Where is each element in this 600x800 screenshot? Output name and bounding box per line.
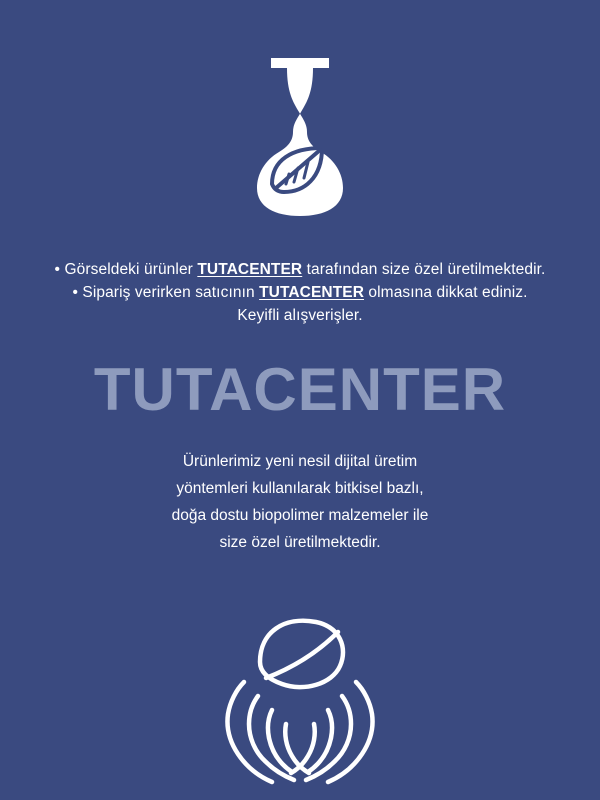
- notice-block: [0, 258, 600, 327]
- description-line-1: Ürünlerimiz yeni nesil dijital üretim: [182, 453, 418, 470]
- notice-line-3: Keyifli alışverişler.: [237, 307, 363, 324]
- notice-line-1: [0, 258, 600, 281]
- notice-line-1-suffix: tarafından size özel üretilmektedir.: [302, 261, 546, 278]
- notice-line-2-brand: TUTACENTER: [259, 284, 365, 301]
- vase-with-leaf-icon: [0, 52, 600, 222]
- hands-holding-leaf-icon: [0, 610, 600, 790]
- description-line-4: size özel üretilmektedir.: [219, 534, 381, 551]
- notice-line-1-prefix: • Görseldeki ürünler: [54, 261, 198, 278]
- notice-line-2: [0, 281, 600, 304]
- brand-wordmark: TUTACENTER: [93, 356, 507, 423]
- notice-line-2-suffix: olmasına dikkat ediniz.: [364, 284, 528, 301]
- notice-line-2-prefix: • Sipariş verirken satıcının: [72, 284, 260, 301]
- description-block: [0, 448, 600, 556]
- description-line-3: doğa dostu biopolimer malzemeler ile: [171, 507, 429, 524]
- notice-line-1-brand: TUTACENTER: [197, 261, 303, 278]
- description-line-2: yöntemleri kullanılarak bitkisel bazlı,: [176, 480, 424, 497]
